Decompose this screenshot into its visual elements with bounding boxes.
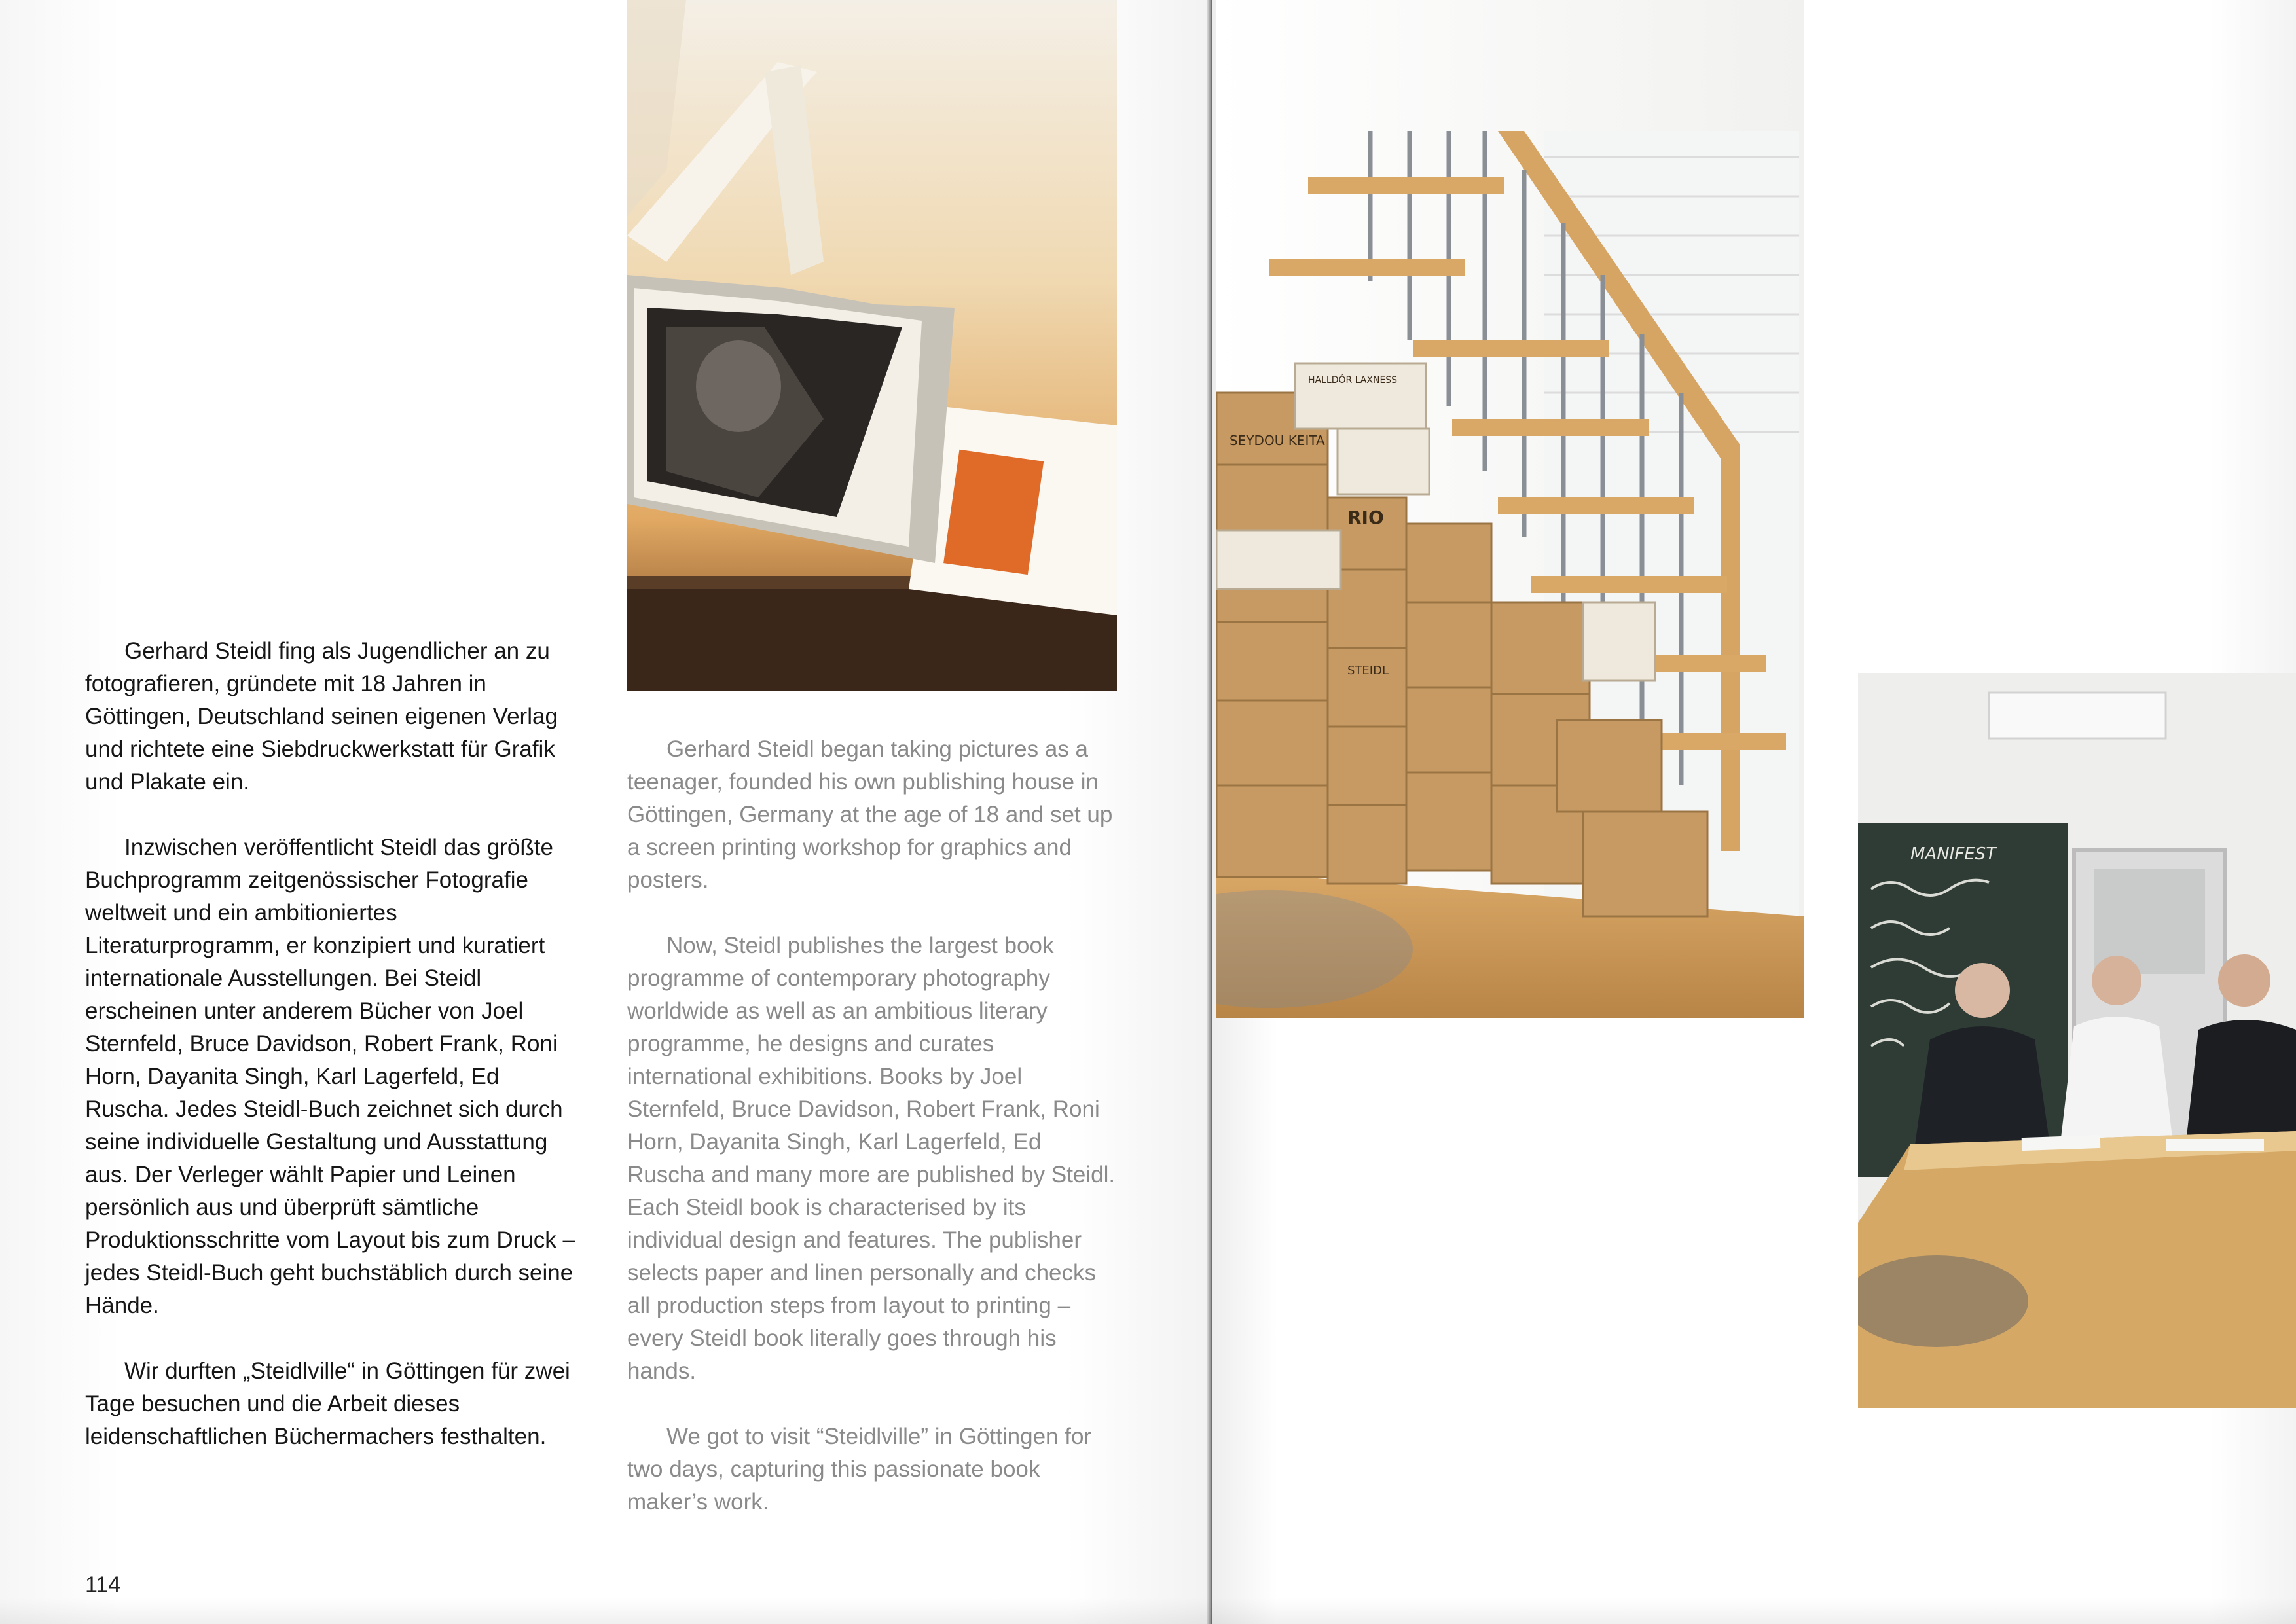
page-shadow xyxy=(0,1598,2296,1624)
german-paragraph: Wir durften „Steidlville“ in Göttingen für zwei Tage besuchen und die Arbeit dieses leidenschaftlichen Büchermachers festhalten. xyxy=(85,1358,570,1449)
stairs-photo xyxy=(1216,0,1804,1018)
english-paragraph: Now, Steidl publishes the largest book programme of contemporary photography worldwide as well as an ambitious literary programme, he designs and curates international exhibitions. Books by Joel Sternfeld, Bruce Davidson, Robert Frank, Roni Horn, Dayanita Singh, Karl Lagerfeld, Ed Ruscha and many more are published by Steidl. Each Steidl book is characterised by its individual design and features. The publisher selects paper and linen personally and checks all production steps from layout to printing – every Steidl book literally goes through his hands. xyxy=(627,933,1116,1384)
page-number: 114 xyxy=(85,1572,121,1597)
german-text-column xyxy=(85,635,583,1486)
meeting-photo xyxy=(1858,673,2296,1408)
english-paragraph: Gerhard Steidl began taking pictures as a teenager, founded his own publishing house in Göttingen, Germany at the age of 18 and set up a screen printing workshop for graphics and posters. xyxy=(627,736,1113,893)
german-paragraph: Gerhard Steidl fing als Jugendlicher an zu fotografieren, gründete mit 18 Jahren in Göttingen, Deutschland seinen eigenen Verlag und richtete eine Siebdruckwerkstatt für Grafik und Plakate ein. xyxy=(85,638,558,795)
blackboard-heading: MANIFEST xyxy=(1910,844,1997,864)
german-paragraph: Inzwischen veröffentlicht Steidl das größte Buchprogramm zeitgenössischer Fotografie weltweit und ein ambitioniertes Literaturprogramm, er konzipiert und kuratiert internationale Ausstellungen. Bei Steidl erscheinen unter anderem Bücher von Joel Sternfeld, Bruce Davidson, Robert Frank, Roni Horn, Dayanita Singh, Karl Lagerfeld, Ed Ruscha. Jedes Steidl-Buch zeichnet sich durch seine individuelle Gestaltung und Ausstattung aus. Der Verleger wählt Papier und Leinen persönlich aus und überprüft sämtliche Produktionsschritte vom Layout bis zum Druck – jedes Steidl-Buch geht buchstäblich durch seine Hände. xyxy=(85,835,575,1318)
box-label-seydou-keita: SEYDOU KEITA xyxy=(1230,433,1325,448)
english-text-column xyxy=(627,733,1125,1551)
book-photo xyxy=(627,0,1117,691)
box-label-steidl: STEIDL xyxy=(1347,664,1389,677)
english-paragraph: We got to visit “Steidlville” in Göttingen for two days, capturing this passionate book maker’s work. xyxy=(627,1424,1092,1515)
box-label-laxness: HALLDÓR LAXNESS xyxy=(1308,375,1398,386)
orange-print xyxy=(943,450,1044,575)
box-label-rio: RIO xyxy=(1347,507,1384,528)
